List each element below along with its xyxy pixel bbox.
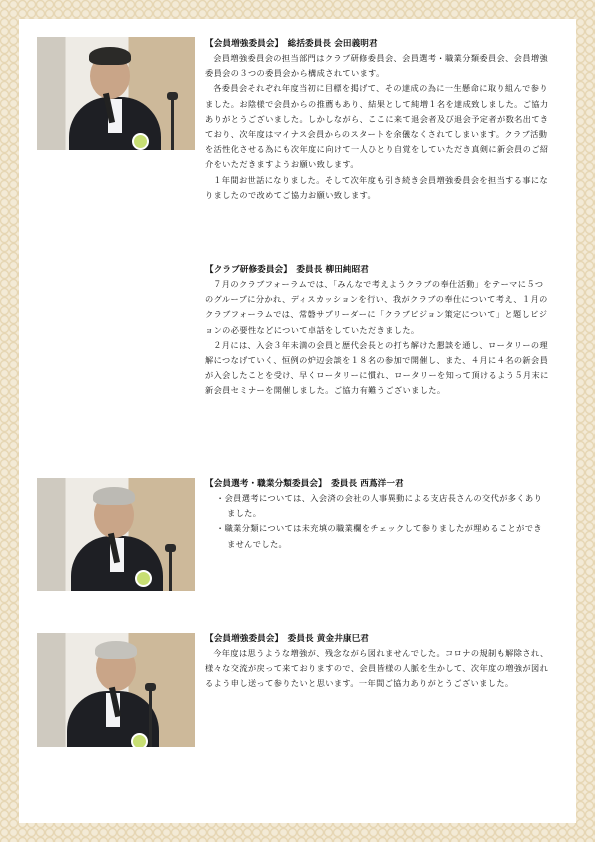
section-heading: 【会員増強委員会】 委員長 黄金井康巳君: [205, 634, 369, 644]
section-paragraph: ７月のクラブフォーラムでは、「みんなで考えようクラブの奉仕活動」をテーマに５つのグループに分かれ、ディスカッションを行い、我がクラブの奉仕について考え、１月のクラブフォーラムでは、常磐サプリーダーに「クラブビジョン策定について」と題しビジョンの必要性などについて卓話をしていただきました。: [205, 279, 548, 335]
section-paragraph: 会員増強委員会の担当部門はクラブ研修委員会、会員選考・職業分類委員会、会員増強委員会の３つの委員会から構成されています。: [205, 53, 549, 79]
section-membership-growth: [205, 633, 550, 692]
section-heading: 【クラブ研修委員会】 委員長 柳田純昭君: [205, 265, 369, 275]
section-paragraph: １年間お世話になりました。そして次年度も引き続き会員増強委員会を担当する事になりましたので改めてご協力お願い致します。: [205, 174, 549, 200]
section-club-training: [205, 264, 550, 399]
section-membership-overall: [205, 38, 550, 203]
section-heading: 【会員増強委員会】 総括委員長 会田義明君: [205, 39, 378, 49]
section-heading: 【会員選考・職業分類委員会】 委員長 西蔦洋一君: [205, 479, 404, 489]
section-selection-classification: [205, 478, 550, 552]
section-bullet: ・会員選考については、入会済の会社の人事異動による支店長さんの交代が多くありました。: [216, 493, 543, 519]
page-sheet: [19, 19, 576, 823]
speaker-photo-2: [37, 478, 195, 591]
section-paragraph: 各委員会それぞれ年度当初に目標を掲げて、その達成の為に一生懸命に取り組んで参りました。お陰様で会員からの推薦もあり、結果として純増１名を達成致しました。ご協力ありがとうございました。しかしながら、ここに来て退会者及び退会予定者が数名出てきており、次年度はマイナス会員からのスタートを余儀なくされてしまいます。クラブ活動を活性化させる為にも次年度に向けて一人ひとり自覚をしていただき真剣に新会員のご紹介をいただきますようお願い致します。: [205, 83, 549, 170]
section-paragraph: ２月には、入会３年未満の会員と歴代会長との打ち解けた懇談を通し、ロータリーの理解につなげていく、恒例の炉辺会談を１８名の参加で開催し、また、４月に４名の新会員が入会したことを受け、早くロータリーに慣れ、ロータリーを知って頂けるよう５月末に新会員セミナーを開催しました。ご協力有難うございました。: [205, 339, 549, 396]
speaker-photo-3: [37, 633, 195, 747]
speaker-photo-1: [37, 37, 195, 150]
section-bullet: ・職業分類については未充填の職業欄をチェックして参りましたが埋めることができませんでした。: [216, 523, 542, 549]
section-paragraph: 今年度は思うような増強が、残念ながら図れませんでした。コロナの規制も解除され、様々な交流が戻って来ておりますので、会員皆様の人脈を生かして、次年度の増強が図れるよう申し送って参りたいと思います。一年間ご協力ありがとうございました。: [205, 648, 549, 689]
